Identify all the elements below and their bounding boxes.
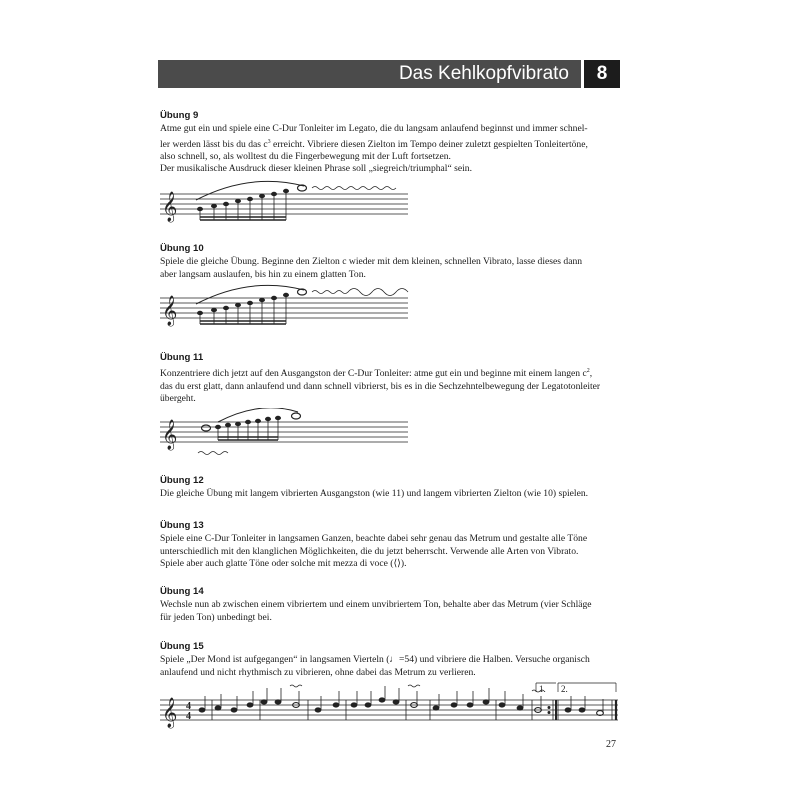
exercise-13 xyxy=(160,520,620,570)
exercise-text-line: Spiele „Der Mond ist aufgegangen“ in langsamen Vierteln (♩=54) und vibriere die Halben. Versuche organisch xyxy=(160,654,590,666)
page-number: 27 xyxy=(606,739,616,750)
treble-clef-icon: 𝄞 xyxy=(162,192,178,221)
exercise-14 xyxy=(160,586,620,624)
exercise-text-line: Atme gut ein und spiele eine C-Dur Tonleiter im Legato, die du langsam anlaufend beginnst und immer schnel- xyxy=(160,123,588,135)
chapter-header xyxy=(158,60,620,88)
exercise-title: Übung 13 xyxy=(160,520,204,531)
exercise-text-line: Spiele die gleiche Übung. Beginne den Zielton c wieder mit dem kleinen, schnellen Vibrato, lasse dieses dann xyxy=(160,256,583,268)
treble-clef-icon: 𝄞 xyxy=(162,420,178,449)
exercise-11 xyxy=(160,352,620,405)
vibrato-marks xyxy=(290,685,544,692)
music-staff-ex10 xyxy=(160,284,460,334)
exercise-text-line: Spiele aber auch glatte Töne oder solche mit mezza di voce (⟨⟩). xyxy=(160,557,407,569)
music-staff-ex11 xyxy=(160,408,460,464)
exercise-title: Übung 10 xyxy=(160,243,204,254)
exercise-text-line: Wechsle nun ab zwischen einem vibriertem und einem unvibriertem Ton, behalte aber das Metrum (vier Schläge xyxy=(160,599,592,611)
treble-clef-icon: 𝄞 xyxy=(162,296,178,325)
exercise-title: Übung 15 xyxy=(160,641,204,652)
chapter-number: 8 xyxy=(584,60,620,88)
time-signature-top: 4 xyxy=(186,701,191,712)
exercise-text-line: Der musikalische Ausdruck dieser kleinen Phrase soll „siegreich/triumphal“ sein. xyxy=(160,163,472,175)
exercise-15 xyxy=(160,641,620,679)
exercise-text-line: Spiele eine C-Dur Tonleiter in langsamen Ganzen, beachte dabei sehr genau das Metrum und gestalte alle Töne xyxy=(160,533,588,545)
exercise-text-line: anlaufend und nicht rhythmisch zu vibrieren, ohne dabei das Metrum zu verlieren. xyxy=(160,666,476,678)
exercise-text-line: ler werden lässt bis du das $c^3$ erreicht. Vibriere diesen Zielton im Tempo deiner zuletzt gespielten Tonleitertöne, xyxy=(160,138,588,150)
exercise-text-line: das du erst glatt, dann anlaufend und dann schnell vibrierst, bis es in die Sechzehntelbewegung der Legatotonleiter xyxy=(160,380,601,392)
exercise-text-line: Konzentriere dich jetzt auf den Ausgangston der C-Dur Tonleiter: atme gut ein und beginne mit einem langen $c^2$, xyxy=(160,368,593,380)
chapter-title: Das Kehlkopfvibrato xyxy=(158,60,581,88)
music-staff-ex15 xyxy=(160,682,630,732)
volta-first-label: 1. xyxy=(539,684,546,694)
exercise-title: Übung 14 xyxy=(160,586,204,597)
volta-second-label: 2. xyxy=(561,684,568,694)
exercise-title: Übung 12 xyxy=(160,475,204,486)
time-signature-bottom: 4 xyxy=(186,711,191,722)
exercise-text-line: Die gleiche Übung mit langem vibrierten Ausgangston (wie 11) und langem vibrierten Zielton (wie 10) spielen. xyxy=(160,488,589,500)
exercise-text-line: für jeden Ton) unbedingt bei. xyxy=(160,611,272,623)
exercise-9 xyxy=(160,110,620,176)
exercise-title: Übung 11 xyxy=(160,352,204,363)
exercise-text-line: also schnell, so, als wolltest du die Fingerbewegung mit der Luft fortsetzen. xyxy=(160,151,451,163)
treble-clef-icon: 𝄞 xyxy=(162,698,178,727)
exercise-text-line: unterschiedlich mit den klanglichen Möglichkeiten, die du jetzt beherrscht. Verwende alle Arten von Vibrato. xyxy=(160,545,579,557)
exercise-title: Übung 9 xyxy=(160,110,199,121)
exercise-12 xyxy=(160,475,620,501)
exercise-text-line: aber langsam auslaufen, bis hin zu einem glatten Ton. xyxy=(160,268,366,280)
music-staff-ex9 xyxy=(160,180,460,230)
exercise-10 xyxy=(160,243,620,281)
exercise-text-line: übergeht. xyxy=(160,393,196,405)
